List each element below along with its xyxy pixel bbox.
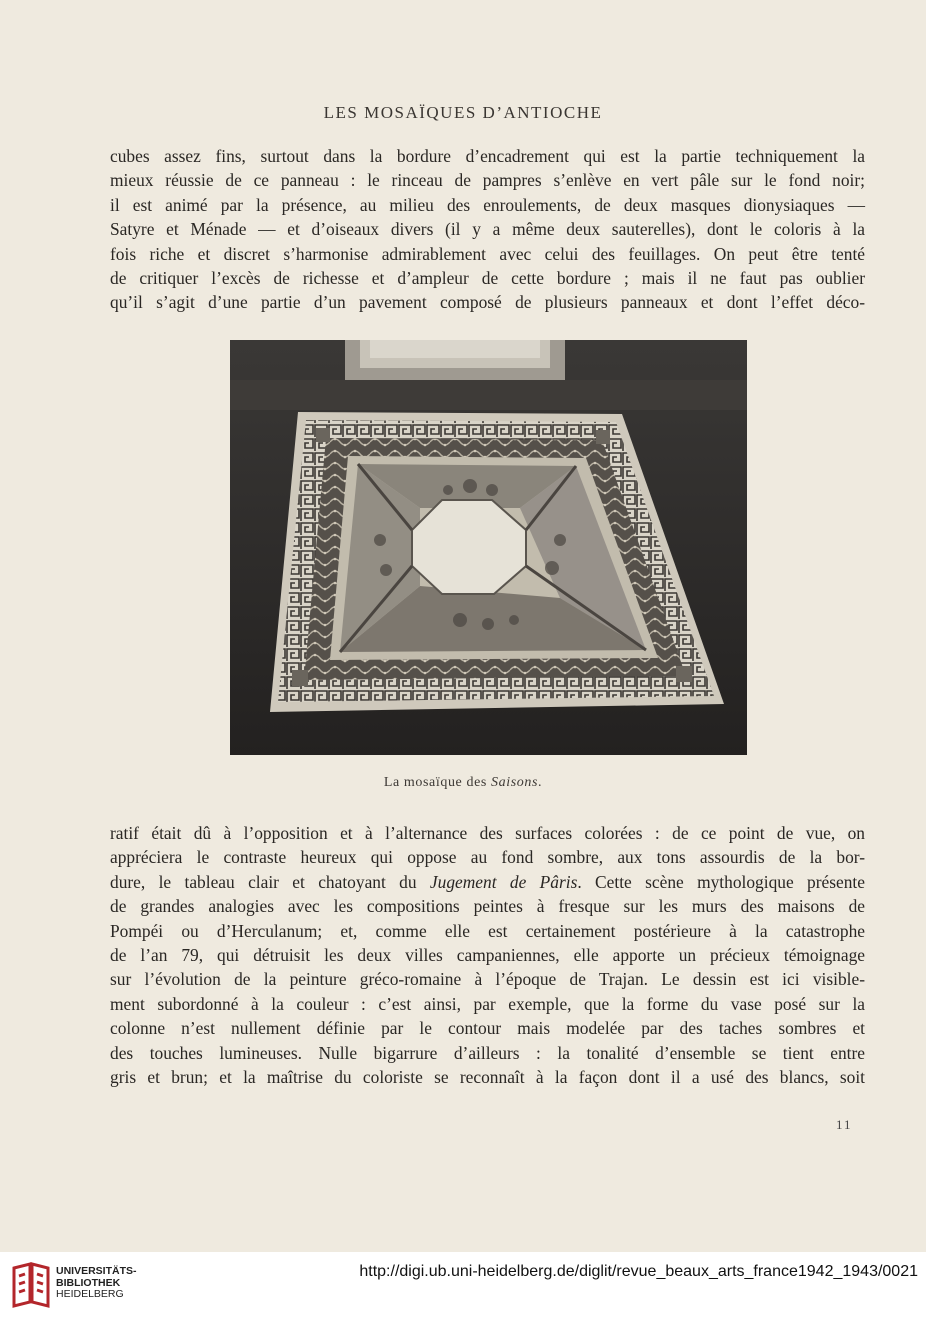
text-line: Satyre et Ménade — et d’oiseaux divers (il y a même deux sauterelles), dont le coloris à la	[110, 219, 865, 240]
text-line: des touches lumineuses. Nulle bigarrure d’ailleurs : la tonalité d’ensemble se tient entre	[110, 1042, 865, 1063]
figure-caption	[0, 775, 926, 791]
text-line: ratif était dû à l’opposition et à l’alternance des surfaces colorées : de ce point de vue, on	[110, 823, 865, 843]
text-line: sur l’évolution de la peinture gréco-romaine à l’époque de Trajan. Le dessin est ici visible-	[110, 969, 865, 990]
text-line: fois riche et discret s’harmonise admirablement avec celui des feuillages. On peut être tenté	[110, 243, 865, 264]
text-segment: dure, le tableau clair et chatoyant du	[110, 871, 430, 892]
library-logo-icon	[10, 1262, 52, 1308]
text-line: cubes assez fins, surtout dans la bordure d’encadrement qui est la partie techniquement la	[110, 146, 865, 166]
library-name-line: HEIDELBERG	[56, 1288, 124, 1300]
text-line: de l’an 79, qui détruisit les deux villes campaniennes, elle apporte un précieux témoignage	[110, 944, 865, 965]
running-head: LES MOSAÏQUES D’ANTIOCHE	[323, 103, 603, 122]
mosaic-illustration	[230, 340, 747, 755]
caption-prefix: La mosaïque des	[383, 775, 492, 790]
text-line: Pompéi ou d’Herculanum; et, comme elle est certainement postérieure à la catastrophe	[110, 920, 865, 941]
artwork-title: Jugement de Pâris	[429, 871, 578, 892]
mosaic-photograph	[230, 340, 747, 755]
text-line: appréciera le contraste heureux qui oppose au fond sombre, aux tons assourdis de la bor-	[110, 847, 865, 868]
text-line: il est animé par la présence, au milieu des enroulements, de deux masques dionysiaques —	[110, 194, 865, 215]
library-name-line: UNIVERSITÄTS-	[56, 1265, 137, 1277]
text-line: ment subordonné à la couleur : c’est ainsi, par exemple, que la forme du vase posé sur la	[110, 993, 865, 1014]
source-url-link[interactable]: http://digi.ub.uni-heidelberg.de/diglit/revue_beaux_arts_france1942_1943/0021	[359, 1263, 918, 1280]
text-segment: . Cette scène mythologique présente	[577, 871, 865, 892]
text-line: de grandes analogies avec les compositions peintes à fresque sur les murs des maisons de	[110, 896, 865, 917]
paragraph-2	[110, 821, 865, 1089]
caption-suffix: .	[538, 775, 543, 790]
text-line-with-title	[110, 870, 865, 894]
library-name-line: BIBLIOTHEK	[56, 1276, 121, 1289]
page-number: 11	[836, 1117, 853, 1132]
text-line: de critiquer l’excès de richesse et d’ampleur de cette bordure ; mais il ne faut pas oublier	[110, 267, 865, 288]
text-line: qu’il s’agit d’une partie d’un pavement composé de plusieurs panneaux et dont l’effet déco-	[110, 292, 865, 313]
paragraph-1	[110, 144, 865, 315]
text-line: gris et brun; et la maîtrise du coloriste se reconnaît à la façon dont il a usé des blancs, soit	[110, 1066, 865, 1087]
library-name	[56, 1266, 137, 1301]
library-footer	[0, 1252, 926, 1320]
text-line: mieux réussie de ce panneau : le rinceau de pampres s’enlève en vert pâle sur le fond noir;	[110, 170, 865, 191]
caption-italic: Saisons	[491, 775, 539, 790]
text-line: colonne n’est nullement définie par le contour mais modelée par des taches sombres et	[110, 1018, 865, 1039]
